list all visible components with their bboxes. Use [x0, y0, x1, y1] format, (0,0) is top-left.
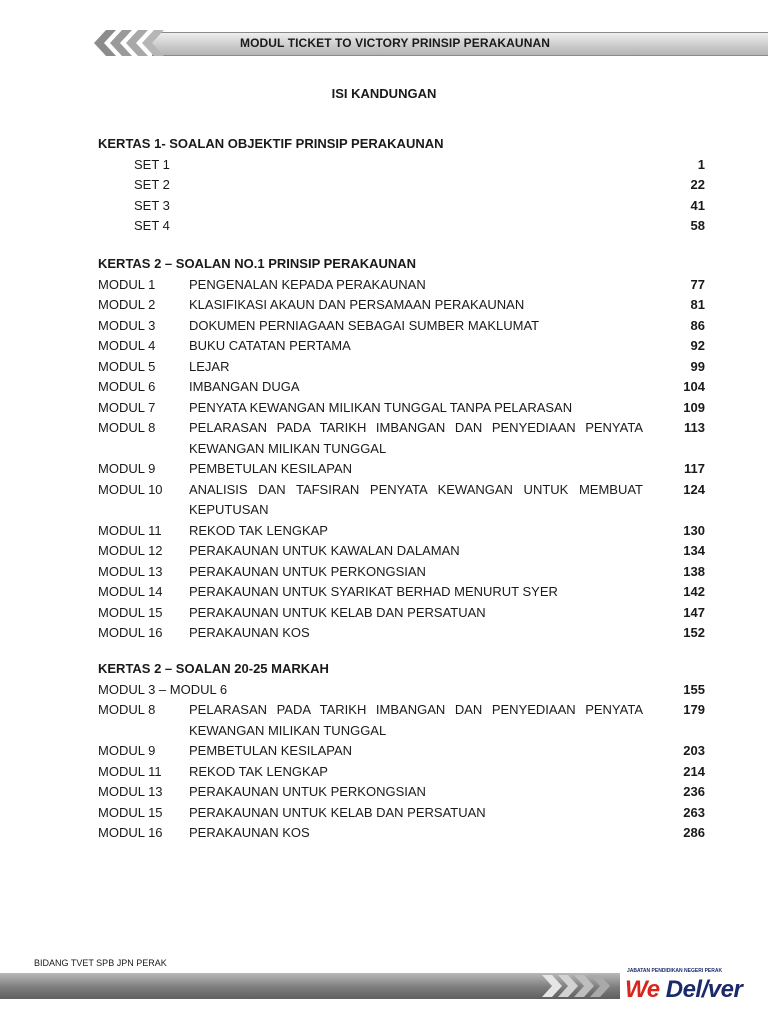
entry-page: 236: [683, 784, 705, 799]
entry-page: 86: [690, 317, 705, 333]
toc-entry: [0, 357, 768, 377]
toc-entry: [0, 418, 768, 438]
entry-title: PEMBETULAN KESILAPAN: [189, 461, 353, 476]
entry-page: 134: [683, 543, 705, 558]
entry-page: 1: [697, 156, 705, 172]
entry-label: SET 4: [134, 218, 170, 233]
header-title: MODUL TICKET TO VICTORY PRINSIP PERAKAUNAN: [239, 36, 550, 50]
entry-module: MODUL 13: [98, 784, 163, 799]
entry-module: MODUL 7: [98, 399, 156, 415]
entry-module: MODUL 3: [98, 317, 156, 333]
entry-title: PERAKAUNAN UNTUK KELAB DAN PERSATUAN: [189, 804, 486, 820]
entry-module: MODUL 9: [98, 461, 156, 476]
toc-entry: [0, 398, 768, 418]
entry-page: 263: [683, 804, 705, 820]
entry-title-continued: KEWANGAN MILIKAN TUNGGAL: [189, 440, 387, 456]
entry-module: MODUL 11: [98, 522, 162, 538]
section-heading: KERTAS 2 – SOALAN NO.1 PRINSIP PERAKAUNAN: [98, 256, 417, 271]
entry-title: LEJAR: [189, 358, 230, 374]
entry-module: MODUL 2: [98, 297, 156, 312]
entry-module: MODUL 6: [98, 379, 156, 394]
section-heading: KERTAS 2 – SOALAN 20-25 MARKAH: [98, 661, 329, 676]
entry-page: 214: [683, 763, 705, 779]
entry-page: 286: [683, 825, 705, 840]
entry-module: MODUL 16: [98, 825, 163, 840]
toc-entry: [0, 562, 768, 582]
toc-title: ISI KANDUNGAN: [331, 86, 437, 101]
footer-chevrons-icon: [540, 973, 610, 999]
entry-page: 113: [684, 420, 705, 435]
entry-module: MODUL 10: [98, 481, 163, 497]
entry-title: ANALISIS DAN TAFSIRAN PENYATA KEWANGAN UNTUK MEMBUAT: [189, 481, 643, 497]
toc-entry: [0, 275, 768, 295]
toc-entry: [0, 155, 768, 175]
entry-title: BUKU CATATAN PERTAMA: [189, 338, 351, 353]
toc-entry: [0, 377, 768, 397]
entry-label: SET 3: [134, 197, 170, 213]
entry-module: MODUL 15: [98, 604, 163, 620]
toc-entry: [0, 521, 768, 541]
entry-title: PEMBETULAN KESILAPAN: [189, 743, 353, 758]
entry-title: PERAKAUNAN KOS: [189, 825, 310, 840]
we-deliver-logo: [625, 966, 750, 1006]
footer-bar: [0, 973, 620, 999]
entry-page: 152: [683, 625, 705, 640]
entry-title-continued: KEPUTUSAN: [189, 502, 269, 517]
footer-label: BIDANG TVET SPB JPN PERAK: [34, 958, 167, 968]
entry-page: 109: [683, 399, 705, 415]
entry-title: PERAKAUNAN UNTUK KELAB DAN PERSATUAN: [189, 604, 486, 620]
toc-entry: [0, 459, 768, 479]
entry-title: PELARASAN PADA TARIKH IMBANGAN DAN PENYEDIAAN PENYATA: [189, 420, 643, 435]
entry-title: REKOD TAK LENGKAP: [189, 522, 328, 538]
toc-entry: [0, 316, 768, 336]
entry-module: MODUL 9: [98, 743, 156, 758]
entry-module: MODUL 16: [98, 625, 163, 640]
entry-title: PENGENALAN KEPADA PERAKAUNAN: [189, 276, 426, 292]
entry-title: PERAKAUNAN KOS: [189, 625, 310, 640]
toc-entry: [0, 336, 768, 356]
toc-entry: [0, 480, 768, 500]
entry-title: PERAKAUNAN UNTUK PERKONGSIAN: [189, 784, 426, 799]
entry-module: MODUL 8: [98, 702, 156, 717]
entry-module: MODUL 1: [98, 276, 156, 292]
entry-page: 179: [683, 702, 705, 717]
entry-page: 142: [683, 584, 705, 599]
entry-title: PERAKAUNAN UNTUK KAWALAN DALAMAN: [189, 543, 460, 558]
entry-title: IMBANGAN DUGA: [189, 379, 300, 394]
entry-module: MODUL 11: [98, 763, 162, 779]
entry-page: 81: [690, 297, 705, 312]
toc-entry: [0, 196, 768, 216]
toc-entry: [0, 603, 768, 623]
entry-module: MODUL 15: [98, 804, 163, 820]
entry-page: 147: [683, 604, 705, 620]
entry-module: MODUL 8: [98, 420, 156, 435]
entry-label: SET 1: [134, 156, 170, 172]
entry-module: MODUL 5: [98, 358, 156, 374]
toc-entry: [0, 541, 768, 561]
entry-page: 203: [683, 743, 705, 758]
entry-page: 155: [683, 681, 705, 697]
entry-page: 130: [683, 522, 705, 538]
section-heading: KERTAS 1- SOALAN OBJEKTIF PRINSIP PERAKAUNAN: [98, 136, 444, 151]
entry-page: 138: [683, 563, 705, 579]
logo-wordmark: We Del/ver: [625, 976, 743, 1003]
toc-entry: [0, 295, 768, 315]
entry-module: MODUL 4: [98, 338, 156, 353]
header-banner: [92, 28, 768, 58]
entry-page: 77: [690, 276, 705, 292]
toc-entry: [0, 762, 768, 782]
logo-subtitle: JABATAN PENDIDIKAN NEGERI PERAK: [627, 968, 723, 974]
toc-entry: [0, 803, 768, 823]
entry-title: PERAKAUNAN UNTUK SYARIKAT BERHAD MENURUT SYER: [189, 584, 558, 599]
entry-page: 41: [690, 197, 705, 213]
toc-entry: [0, 582, 768, 602]
entry-page: 22: [690, 177, 705, 192]
entry-title: PENYATA KEWANGAN MILIKAN TUNGGAL TANPA PELARASAN: [189, 399, 573, 415]
entry-module: MODUL 14: [98, 584, 163, 599]
entry-page: 104: [683, 379, 705, 394]
toc-entry: [0, 700, 768, 720]
toc-entry: [0, 823, 768, 843]
entry-title-continued: KEWANGAN MILIKAN TUNGGAL: [189, 722, 387, 738]
entry-page: 124: [683, 481, 705, 497]
toc-entry: [0, 741, 768, 761]
entry-module: MODUL 12: [98, 543, 163, 558]
toc-entry: [0, 680, 768, 700]
entry-module: MODUL 3 – MODUL 6: [98, 681, 228, 697]
toc-entry: [0, 175, 768, 195]
entry-title: PERAKAUNAN UNTUK PERKONGSIAN: [189, 563, 426, 579]
toc-entry: [0, 216, 768, 236]
toc-entry: [0, 782, 768, 802]
entry-page: 92: [690, 338, 705, 353]
entry-page: 99: [690, 358, 705, 374]
entry-page: 58: [690, 218, 705, 233]
entry-page: 117: [684, 461, 705, 476]
entry-title: DOKUMEN PERNIAGAAN SEBAGAI SUMBER MAKLUMAT: [189, 317, 540, 333]
entry-title: REKOD TAK LENGKAP: [189, 763, 328, 779]
entry-module: MODUL 13: [98, 563, 163, 579]
toc-entry: [0, 623, 768, 643]
entry-label: SET 2: [134, 177, 170, 192]
entry-title: KLASIFIKASI AKAUN DAN PERSAMAAN PERAKAUNAN: [189, 297, 525, 312]
entry-title: PELARASAN PADA TARIKH IMBANGAN DAN PENYEDIAAN PENYATA: [189, 702, 643, 717]
